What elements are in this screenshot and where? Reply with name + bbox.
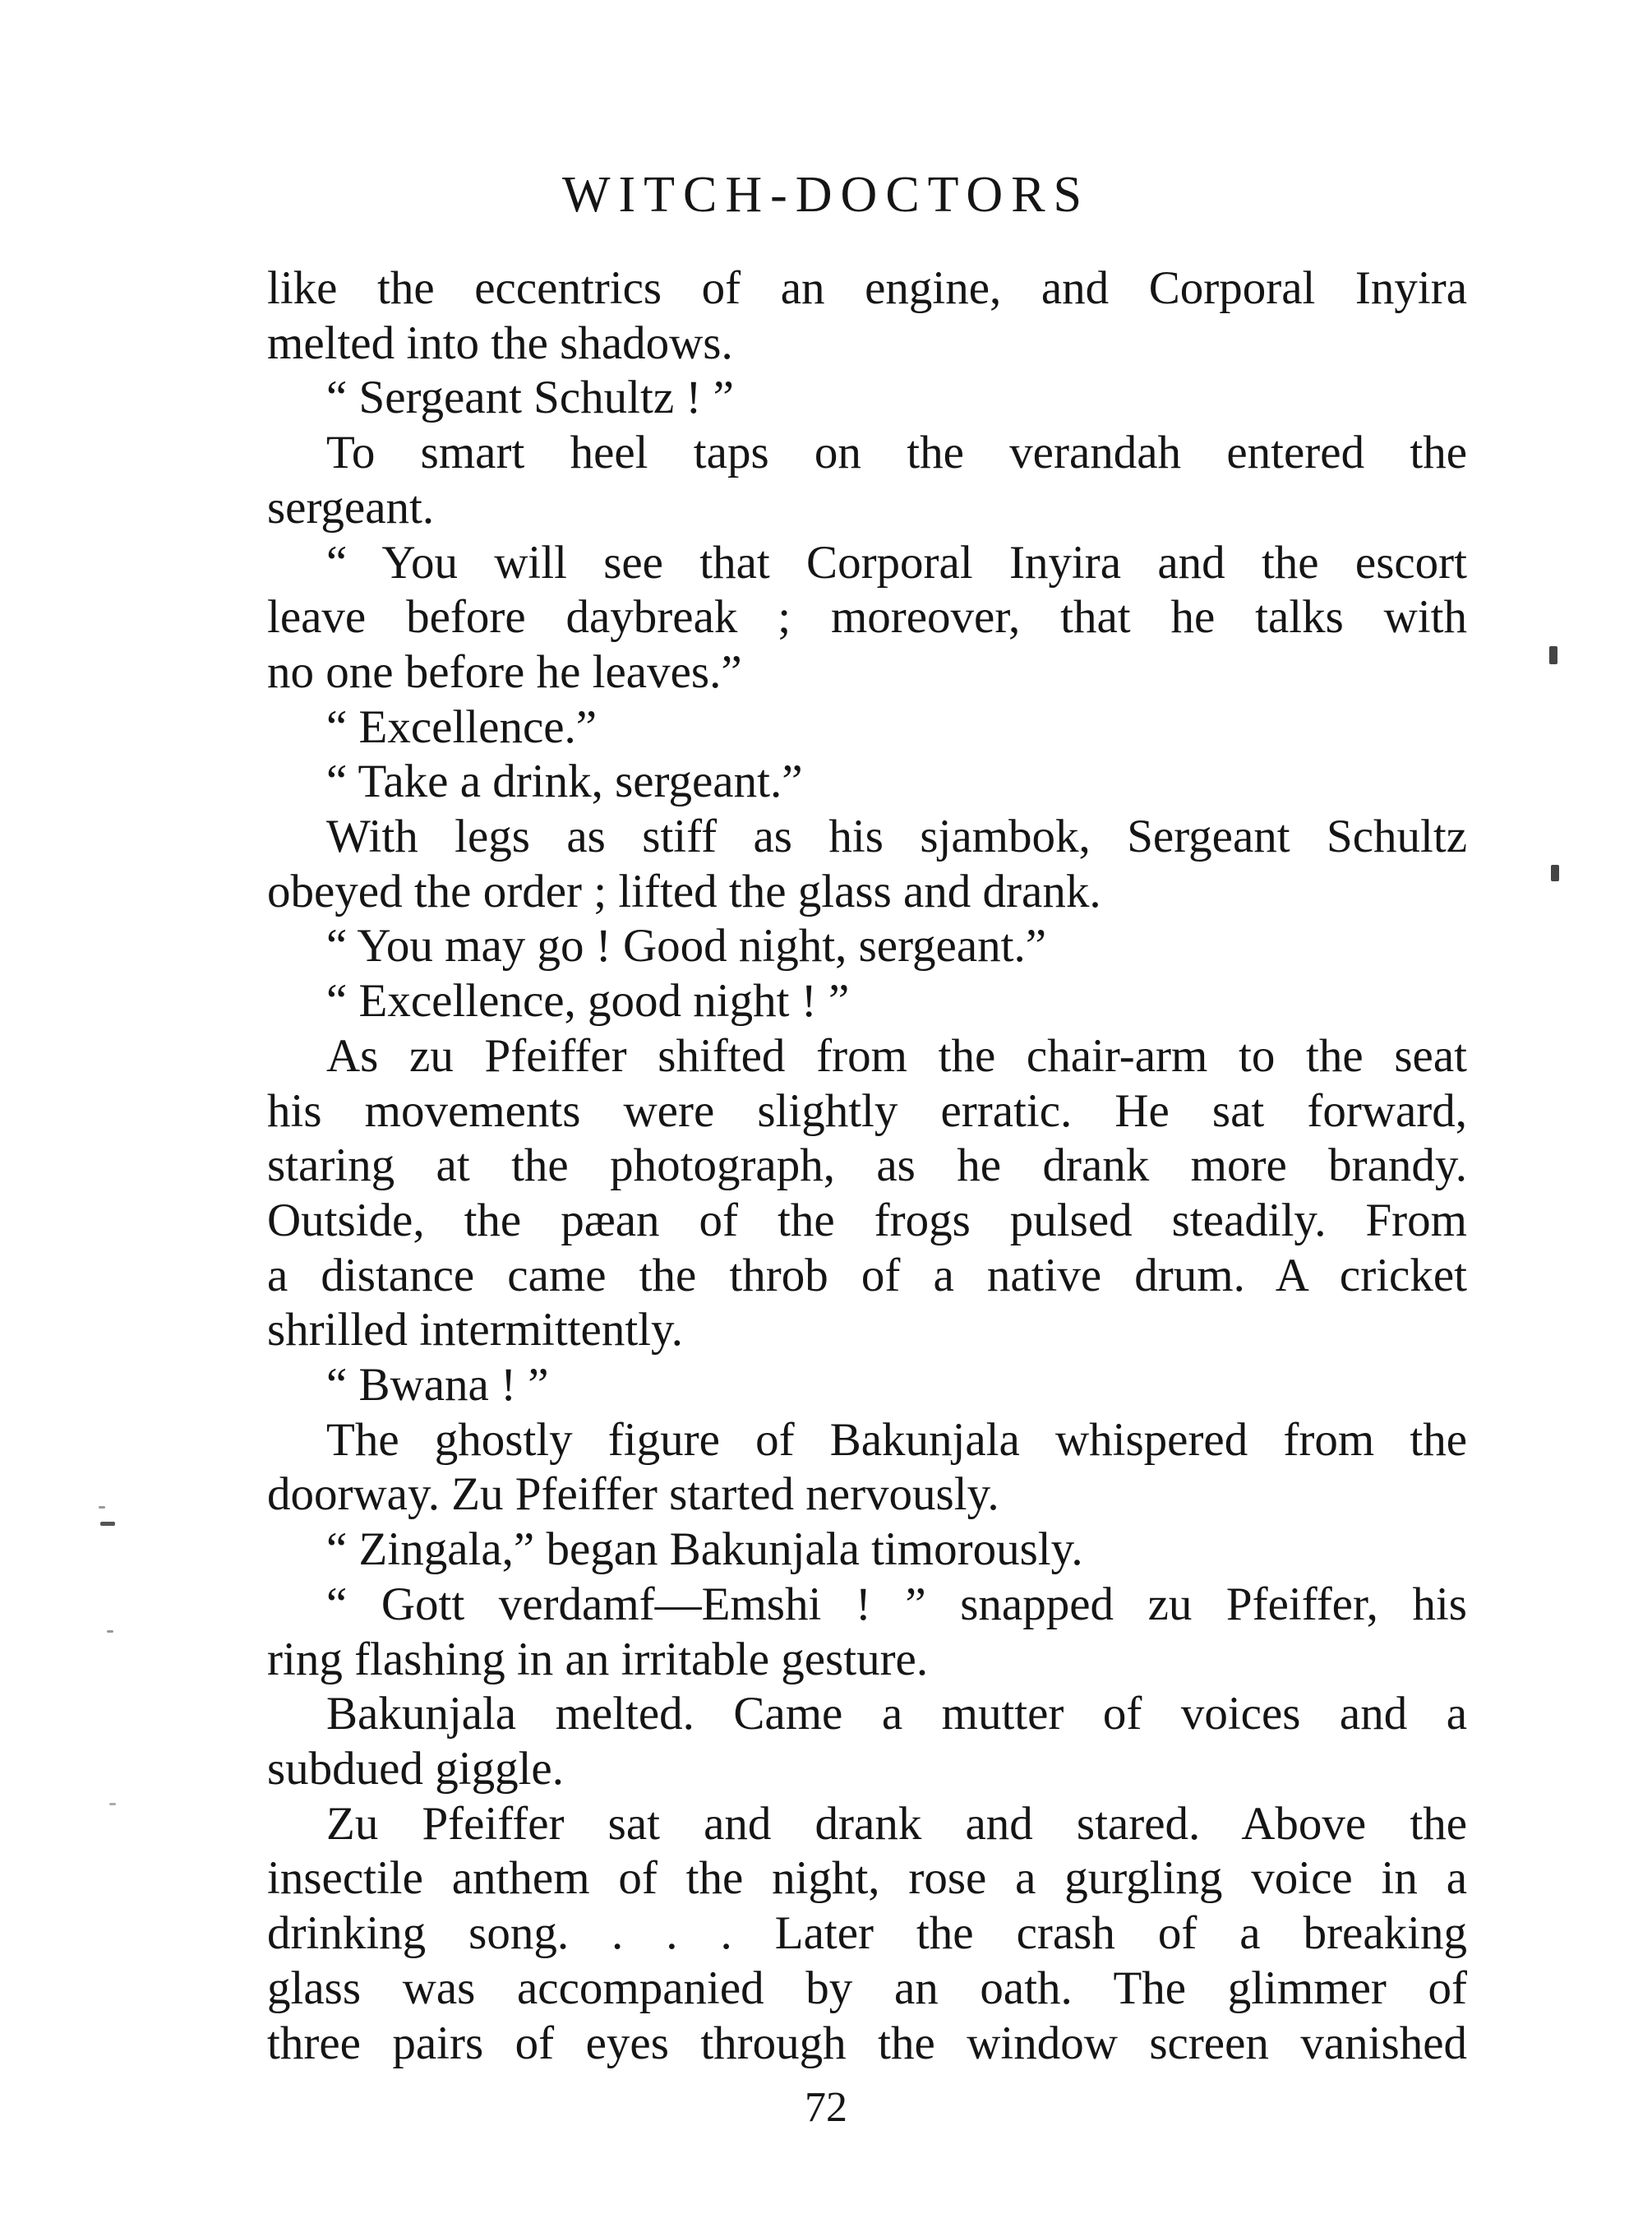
- scan-mark: [1549, 646, 1557, 664]
- paragraph: [267, 919, 1467, 974]
- paragraph: [267, 426, 1467, 535]
- text-line: Zu Pfeiffer sat and drank and stared. Above the: [326, 1797, 1467, 1850]
- paragraph: [267, 810, 1467, 919]
- paragraph: [267, 755, 1467, 810]
- text-line: “ Sergeant Schultz ! ”: [326, 372, 734, 424]
- scan-mark: [1551, 865, 1559, 881]
- text-line: glass was accompanied by an oath. The glimmer of: [267, 1962, 1467, 2014]
- text-line: drinking song. . . . Later the crash of a breaking: [267, 1907, 1467, 1960]
- paragraph: [267, 1797, 1467, 2072]
- text-line: leave before daybreak ; moreover, that he talks with: [267, 591, 1467, 644]
- text-line: sergeant.: [267, 481, 435, 534]
- text-line: The ghostly figure of Bakunjala whispered from the: [326, 1413, 1467, 1466]
- scan-mark: [109, 1803, 116, 1805]
- scan-mark: [100, 1522, 115, 1526]
- text-line: shrilled intermittently.: [267, 1304, 684, 1356]
- running-title: WITCH-DOCTORS: [561, 167, 1091, 223]
- text-line: “ Excellence.”: [326, 700, 598, 753]
- text-line: “ Take a drink, sergeant.”: [326, 756, 803, 808]
- paragraph: [267, 1358, 1467, 1413]
- text-line: “ Gott verdamf—Emshi ! ” snapped zu Pfeiffer, his: [326, 1578, 1467, 1630]
- paragraph: [267, 1578, 1467, 1687]
- text-line: three pairs of eyes through the window screen vanished: [267, 2017, 1467, 2069]
- text-line: a distance came the throb of a native drum. A cricket: [267, 1249, 1467, 1301]
- text-line: doorway. Zu Pfeiffer started nervously.: [267, 1468, 999, 1521]
- text-line: subdued giggle.: [267, 1742, 564, 1795]
- text-line: With legs as stiff as his sjambok, Sergeant Schultz: [326, 811, 1467, 863]
- text-line: melted into the shadows.: [267, 317, 733, 369]
- text-line: like the eccentrics of an engine, and Corporal Inyira: [267, 262, 1467, 314]
- scan-mark: [99, 1506, 105, 1509]
- text-line: obeyed the order ; lifted the glass and drank.: [267, 865, 1101, 917]
- body-text: [267, 261, 1467, 2071]
- text-line: “ Bwana ! ”: [326, 1359, 549, 1412]
- paragraph: [267, 974, 1467, 1029]
- text-line: his movements were slightly erratic. He sat forward,: [267, 1084, 1467, 1137]
- paragraph: [267, 1687, 1467, 1796]
- text-line: Outside, the pæan of the frogs pulsed steadily. From: [267, 1194, 1467, 1246]
- text-line: To smart heel taps on the verandah entered the: [326, 427, 1467, 479]
- text-line: Bakunjala melted. Came a mutter of voices and a: [326, 1688, 1467, 1740]
- paragraph: [267, 1523, 1467, 1578]
- text-line: “ You may go ! Good night, sergeant.”: [326, 920, 1047, 973]
- text-line: As zu Pfeiffer shifted from the chair-arm to the seat: [326, 1029, 1467, 1082]
- paragraph: [267, 700, 1467, 756]
- text-line: staring at the photograph, as he drank more brandy.: [267, 1139, 1467, 1192]
- page-number: 72: [805, 2084, 847, 2131]
- scan-mark: [107, 1630, 113, 1633]
- text-line: insectile anthem of the night, rose a gurgling voice in a: [267, 1852, 1467, 1905]
- text-line: “ Excellence, good night ! ”: [326, 975, 850, 1028]
- text-line: ring flashing in an irritable gesture.: [267, 1633, 929, 1685]
- paragraph: [267, 261, 1467, 371]
- text-line: “ Zingala,” began Bakunjala timorously.: [326, 1523, 1083, 1576]
- paragraph: [267, 536, 1467, 700]
- text-line: no one before he leaves.”: [267, 645, 742, 698]
- paragraph: [267, 1413, 1467, 1523]
- paragraph: [267, 371, 1467, 426]
- text-line: “ You will see that Corporal Inyira and the escort: [326, 536, 1467, 589]
- paragraph: [267, 1029, 1467, 1358]
